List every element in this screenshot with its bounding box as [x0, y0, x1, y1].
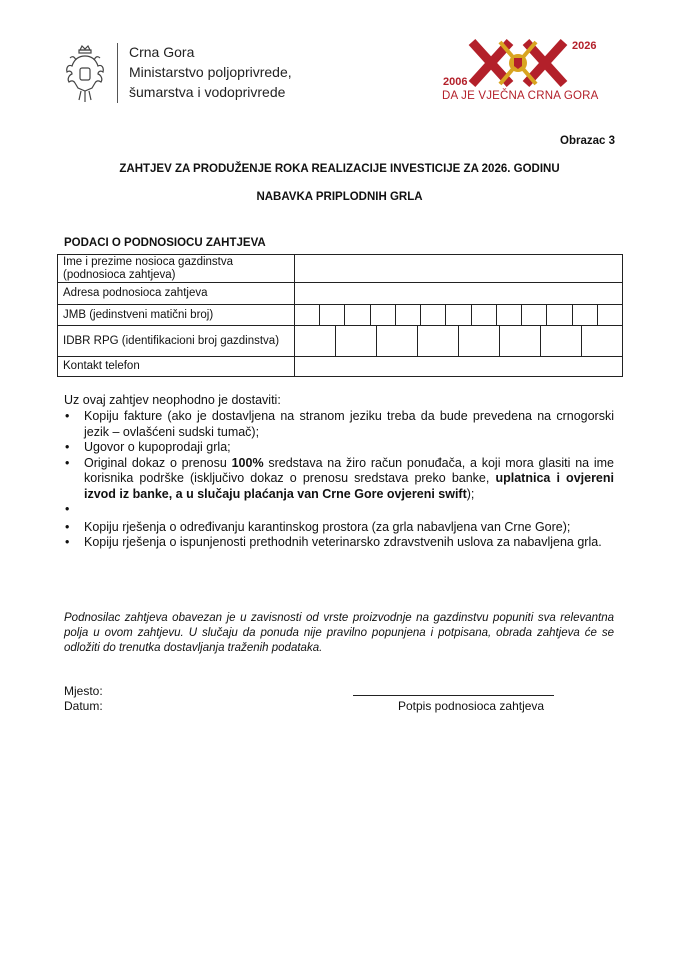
list-item: [64, 535, 614, 551]
signature-line[interactable]: [353, 695, 554, 696]
requirement-payment-text3: );: [466, 486, 475, 501]
table-row: [58, 283, 623, 305]
table-row: [58, 255, 623, 283]
requirement-payment-percent: 100%: [231, 455, 264, 470]
header-divider: [117, 43, 118, 103]
form-code: Obrazac 3: [560, 135, 615, 147]
requirement-invoice: Kopiju fakture (ako je dostavljena na stranom jeziku treba da bude prevedena na crnogorski jezik – ovlašćeni sudski tumač);: [84, 409, 614, 439]
applicant-data-table: [57, 254, 623, 377]
phone-field[interactable]: [295, 357, 623, 377]
ministry-name-line1: Ministarstvo poljoprivrede,: [129, 64, 292, 80]
coat-of-arms-icon: [64, 44, 106, 106]
logo-year-right: 2026: [572, 40, 597, 52]
requirements-list: [64, 409, 614, 551]
table-row: [58, 326, 623, 357]
logo-slogan: DA JE VJEČNA CRNA GORA: [442, 90, 599, 102]
row-label-address: Adresa podnosioca zahtjeva: [58, 283, 295, 305]
row-label-phone: Kontakt telefon: [58, 357, 295, 377]
place-label: Mjesto:: [64, 684, 103, 698]
applicant-note: Podnosilac zahtjeva obavezan je u zavisnosti od vrste proizvodnje na gazdinstvu popuniti sva relevantna polja u ovom zahtjevu. U slučaju da ponuda nije pravilno popunjena i potpisana, obrada zahtjeva će se odložiti do trenutka dostavljanja traženih podataka.: [64, 612, 614, 654]
list-item: [64, 456, 614, 503]
list-item: [64, 502, 614, 518]
date-label: Datum:: [64, 699, 103, 713]
document-subtitle: NABAVKA PRIPLODNIH GRLA: [256, 191, 423, 203]
list-item: [64, 440, 614, 456]
requirement-quarantine: Kopiju rješenja o određivanju karantinskog prostora (za grla nabavljena van Crne Gore);: [84, 519, 571, 534]
requirements-intro: Uz ovaj zahtjev neophodno je dostaviti:: [64, 393, 281, 407]
ministry-name-line2: šumarstva i vodoprivrede: [129, 84, 286, 100]
requirement-contract: Ugovor o kupoprodaji grla;: [84, 440, 231, 454]
signature-label: Potpis podnosioca zahtjeva: [398, 699, 545, 713]
table-row: [58, 357, 623, 377]
list-item: [64, 520, 614, 536]
requirement-payment-text2: sredstava na žiro račun ponuđača, a koji mora glasiti na ime korisnika podrške (isključivo dokaz o prenosu sredstava preko banke,: [84, 455, 614, 485]
table-row: [58, 305, 623, 326]
row-label-jmb: JMB (jedinstveni matični broj): [58, 305, 295, 326]
requirement-payment-proof: uplatnica i ovjereni izvod iz banke, a u slučaju plaćanja van Crne Gore ovjereni swift: [84, 471, 614, 501]
section-title: PODACI O PODNOSIOCU ZAHTJEVA: [64, 237, 266, 249]
address-field[interactable]: [295, 283, 623, 305]
list-item: [64, 409, 614, 440]
row-label-idbr: IDBR RPG (identifikacioni broj gazdinstva): [58, 326, 295, 357]
requirement-payment-text1: Original dokaz o prenosu: [84, 455, 232, 470]
logo-year-left: 2006: [443, 76, 468, 88]
row-label-name: Ime i prezime nosioca gazdinstva (podnosioca zahtjeva): [58, 255, 295, 283]
jmb-field[interactable]: [295, 305, 623, 326]
document-title: ZAHTJEV ZA PRODUŽENJE ROKA REALIZACIJE INVESTICIJE ZA 2026. GODINU: [119, 163, 560, 175]
name-field[interactable]: [295, 255, 623, 283]
requirement-veterinary: Kopiju rješenja o ispunjenosti prethodnih veterinarsko zdravstvenih uslova za nabavljena grla.: [84, 535, 602, 549]
idbr-field[interactable]: [295, 326, 623, 357]
country-name: Crna Gora: [129, 44, 195, 60]
